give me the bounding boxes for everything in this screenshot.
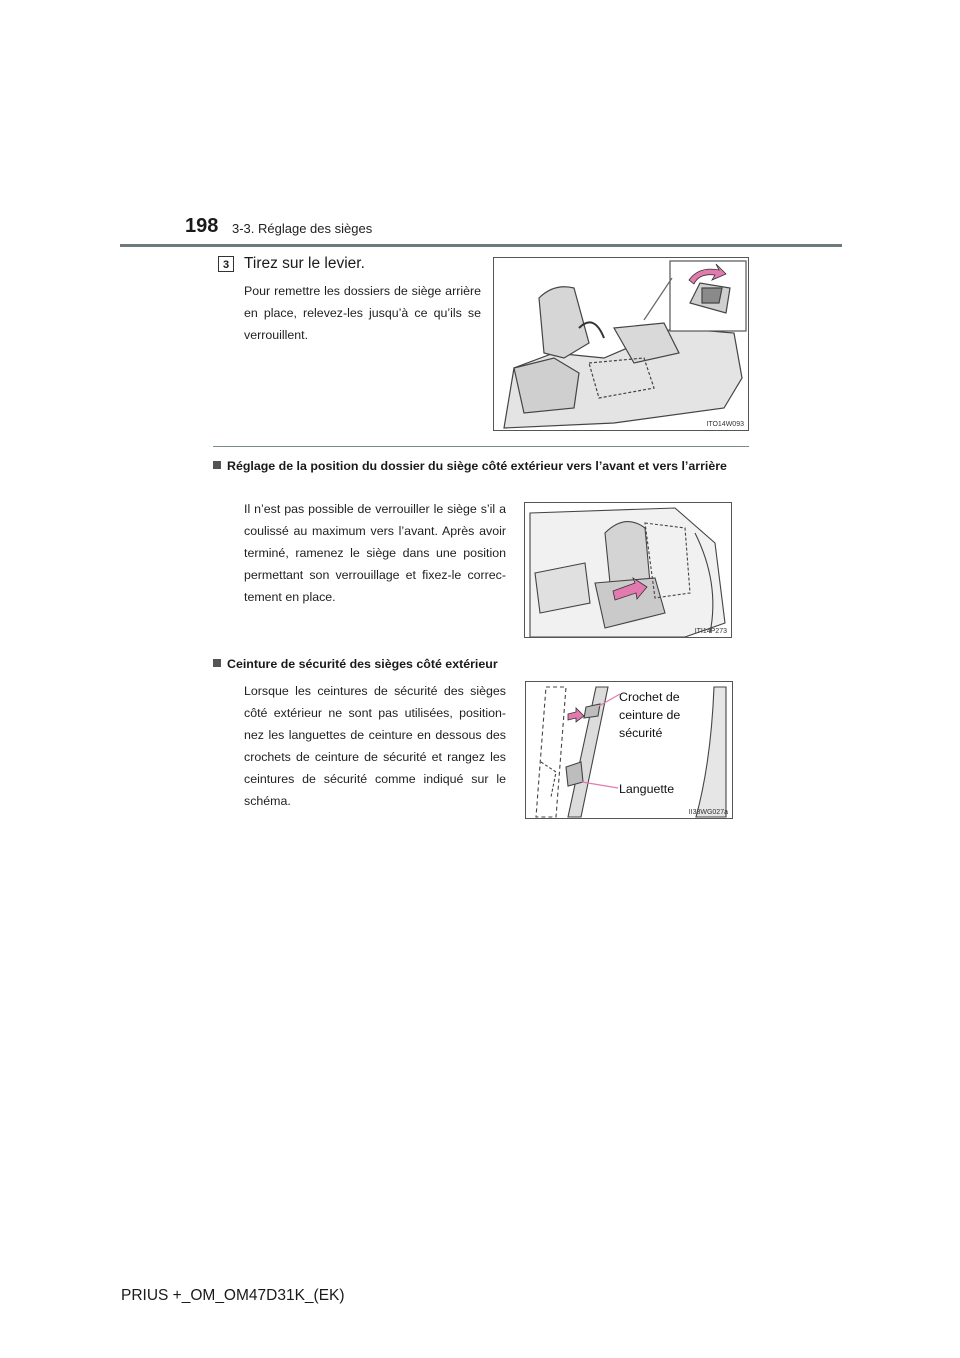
section-heading-text: Ceinture de sécurité des sièges côté extérieur [227, 657, 498, 671]
rear-seat-lever-illustration [493, 257, 749, 431]
backrest-info-text: Il n’est pas possible de verrouiller le siège s’il a coulissé au maximum vers l’avant. Après avoir terminé, ramenez le siège dans une position permettant son verrouillage et fixez-le correc-tement en place. [244, 502, 506, 604]
bullet-square-icon [213, 461, 221, 469]
belt-hook-callout: Crochet de ceinture de sécurité [619, 690, 681, 740]
section-heading-text: Réglage de la position du dossier du siège côté extérieur vers l’avant et vers l’arrière [227, 459, 727, 473]
step-title: Tirez sur le levier. [244, 255, 365, 272]
footer-document-code: PRIUS +_OM_OM47D31K_(EK) [121, 1287, 345, 1304]
section-title: 3-3. Réglage des sièges [232, 221, 373, 236]
page-number: 198 [185, 215, 219, 237]
header-rule [120, 244, 842, 247]
separator-rule [213, 446, 749, 447]
step-number-badge: 3 [218, 256, 234, 272]
bullet-square-icon [213, 659, 221, 667]
step-instruction-text: Pour remettre les dossiers de siège arrière en place, relevez-les jusqu’à ce qu’ils se verrouillent. [244, 284, 481, 342]
seatbelt-info-text: Lorsque les ceintures de sécurité des sièges côté extérieur ne sont pas utilisées, position-nez les languettes de ceinture en dessous des crochets de ceinture de sécurité et rangez les ceintures de sécurité comme indiqué sur le schéma. [244, 684, 506, 808]
belt-tongue-callout: Languette [619, 782, 675, 796]
section-heading-seatbelt [213, 654, 498, 674]
figure-code: ITI14P273 [694, 628, 727, 635]
seatbelt-storage-illustration [525, 681, 733, 819]
section-heading-backrest [213, 456, 749, 476]
figure-code: ITO14W093 [706, 421, 744, 428]
figure-code: II33WG027a [688, 809, 728, 816]
outer-seat-slide-illustration [524, 502, 732, 638]
outer-seat-drawing [525, 503, 732, 638]
rear-seat-drawing [494, 258, 749, 431]
